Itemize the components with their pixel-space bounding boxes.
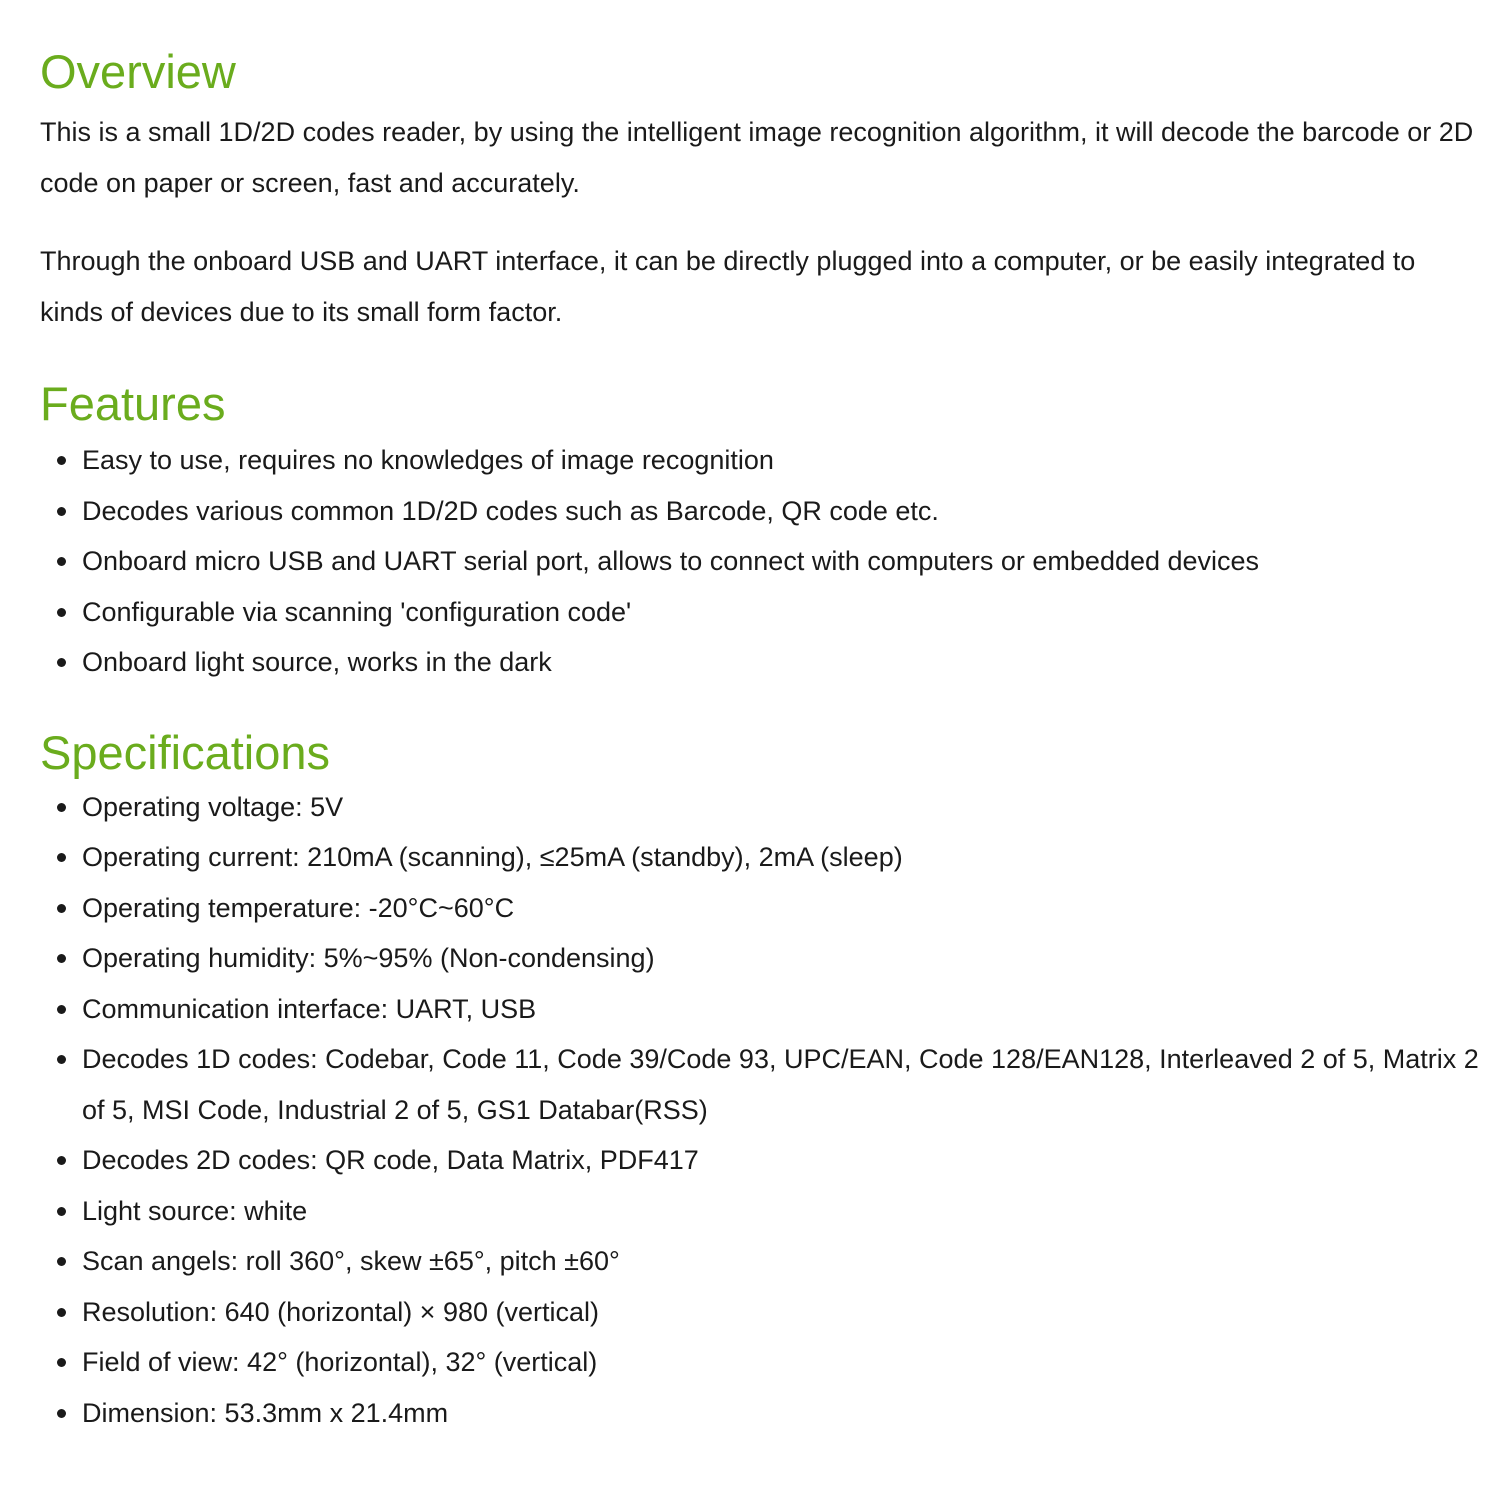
feature-item: Onboard light source, works in the dark [40, 637, 1480, 688]
spec-item: Resolution: 640 (horizontal) × 980 (vertical) [40, 1287, 1480, 1338]
spec-item: Operating current: 210mA (scanning), ≤25mA (standby), 2mA (sleep) [40, 832, 1480, 883]
specifications-heading: Specifications [40, 725, 330, 779]
feature-item: Configurable via scanning 'configuration code' [40, 587, 1480, 638]
spec-item: Field of view: 42° (horizontal), 32° (vertical) [40, 1337, 1480, 1388]
feature-item: Onboard micro USB and UART serial port, allows to connect with computers or embedded devices [40, 536, 1480, 587]
features-heading: Features [40, 377, 226, 430]
spec-item: Light source: white [40, 1186, 1480, 1237]
overview-paragraph: Through the onboard USB and UART interface, it can be directly plugged into a computer, or be easily integrated to kinds of devices due to its small form factor. [40, 246, 1416, 327]
specifications-list [40, 782, 1480, 1439]
spec-item: Dimension: 53.3mm x 21.4mm [40, 1388, 1480, 1439]
spec-item: Operating humidity: 5%~95% (Non-condensing) [40, 933, 1480, 984]
spec-item: Decodes 2D codes: QR code, Data Matrix, PDF417 [40, 1135, 1480, 1186]
feature-item: Decodes various common 1D/2D codes such as Barcode, QR code etc. [40, 486, 1480, 537]
spec-item: Communication interface: UART, USB [40, 984, 1480, 1035]
spec-item: Decodes 1D codes: Codebar, Code 11, Code 39/Code 93, UPC/EAN, Code 128/EAN128, Interleaved 2 of 5, Matrix 2 of 5, MSI Code, Industrial 2 of 5, GS1 Databar(RSS) [40, 1034, 1480, 1135]
overview-section [40, 107, 1480, 338]
spec-item: Operating voltage: 5V [40, 782, 1480, 833]
document-content [40, 40, 1480, 1438]
feature-item: Easy to use, requires no knowledges of image recognition [40, 435, 1480, 486]
overview-paragraph: This is a small 1D/2D codes reader, by using the intelligent image recognition algorithm, it will decode the barcode or 2D code on paper or screen, fast and accurately. [40, 117, 1474, 198]
features-list [40, 435, 1480, 688]
spec-item: Operating temperature: -20°C~60°C [40, 883, 1480, 934]
overview-heading: Overview [40, 45, 236, 98]
spec-item: Scan angels: roll 360°, skew ±65°, pitch ±60° [40, 1236, 1480, 1287]
